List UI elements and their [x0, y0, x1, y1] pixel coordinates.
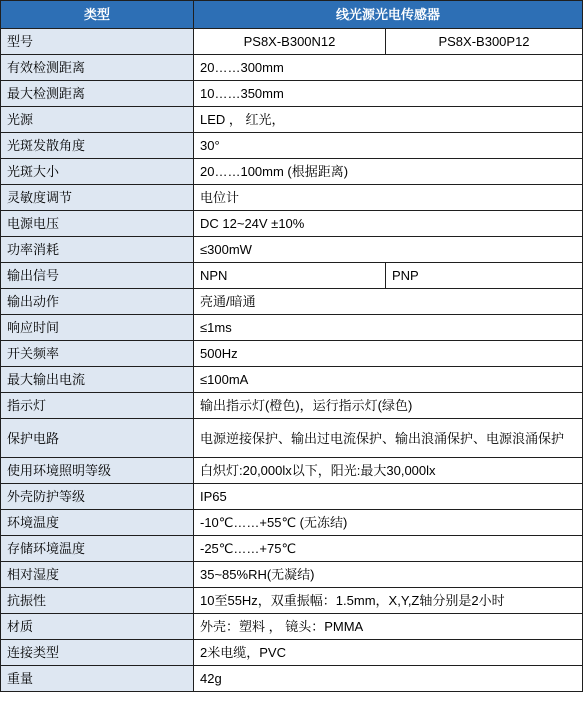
table-row — [1, 81, 583, 107]
row-label: 抗振性 — [1, 588, 194, 614]
row-value: ≤300mW — [194, 237, 583, 263]
row-value: 白炽灯:20,000lx以下，阳光:最大30,000lx — [194, 458, 583, 484]
header-product: 线光源光电传感器 — [194, 1, 583, 29]
row-label: 功率消耗 — [1, 237, 194, 263]
row-label: 材质 — [1, 614, 194, 640]
row-value: DC 12~24V ±10% — [194, 211, 583, 237]
row-value: 42g — [194, 666, 583, 692]
row-value: -25℃……+75℃ — [194, 536, 583, 562]
table-row — [1, 640, 583, 666]
row-value: IP65 — [194, 484, 583, 510]
row-label: 使用环境照明等级 — [1, 458, 194, 484]
table-row — [1, 341, 583, 367]
row-label: 环境温度 — [1, 510, 194, 536]
table-row — [1, 393, 583, 419]
row-label: 光斑发散角度 — [1, 133, 194, 159]
table-row — [1, 159, 583, 185]
row-value: ≤1ms — [194, 315, 583, 341]
row-value: -10℃……+55℃ (无冻结) — [194, 510, 583, 536]
row-label: 型号 — [1, 29, 194, 55]
row-label: 保护电路 — [1, 419, 194, 458]
row-label: 最大输出电流 — [1, 367, 194, 393]
table-row — [1, 614, 583, 640]
table-row — [1, 588, 583, 614]
table-row — [1, 237, 583, 263]
row-label: 最大检测距离 — [1, 81, 194, 107]
row-value: 35~85%RH(无凝结) — [194, 562, 583, 588]
row-value: 2米电缆，PVC — [194, 640, 583, 666]
row-label: 指示灯 — [1, 393, 194, 419]
table-row — [1, 315, 583, 341]
row-label: 响应时间 — [1, 315, 194, 341]
table-row — [1, 666, 583, 692]
table-row — [1, 55, 583, 81]
row-value: 10……350mm — [194, 81, 583, 107]
row-label: 灵敏度调节 — [1, 185, 194, 211]
row-label: 外壳防护等级 — [1, 484, 194, 510]
row-label: 光源 — [1, 107, 194, 133]
output-npn: NPN — [194, 263, 386, 289]
table-row — [1, 211, 583, 237]
table-row — [1, 562, 583, 588]
row-value: 外壳：塑料 ， 镜头：PMMA — [194, 614, 583, 640]
row-label: 存储环境温度 — [1, 536, 194, 562]
table-row — [1, 484, 583, 510]
table-row — [1, 510, 583, 536]
row-label: 开关频率 — [1, 341, 194, 367]
row-value: LED ， 红光， — [194, 107, 583, 133]
row-value: 500Hz — [194, 341, 583, 367]
row-value: 20……100mm (根据距离) — [194, 159, 583, 185]
row-value: 30° — [194, 133, 583, 159]
row-label: 重量 — [1, 666, 194, 692]
row-value: 亮通/暗通 — [194, 289, 583, 315]
table-row-model — [1, 29, 583, 55]
row-value: ≤100mA — [194, 367, 583, 393]
row-value: 20……300mm — [194, 55, 583, 81]
row-label: 有效检测距离 — [1, 55, 194, 81]
row-label: 连接类型 — [1, 640, 194, 666]
row-label: 电源电压 — [1, 211, 194, 237]
table-row — [1, 367, 583, 393]
header-type: 类型 — [1, 1, 194, 29]
table-row — [1, 185, 583, 211]
table-row-protection — [1, 419, 583, 458]
model-npn: PS8X-B300N12 — [194, 29, 386, 55]
table-header-row — [1, 1, 583, 29]
table-row — [1, 536, 583, 562]
row-value: 10至55Hz，双重振幅：1.5mm，X,Y,Z轴分别是2小时 — [194, 588, 583, 614]
row-value: 输出指示灯(橙色)，运行指示灯(绿色) — [194, 393, 583, 419]
row-label: 相对湿度 — [1, 562, 194, 588]
table-row-output-signal — [1, 263, 583, 289]
row-label: 输出信号 — [1, 263, 194, 289]
model-pnp: PS8X-B300P12 — [386, 29, 583, 55]
table-row — [1, 458, 583, 484]
table-row — [1, 133, 583, 159]
output-pnp: PNP — [386, 263, 583, 289]
table-row — [1, 107, 583, 133]
table-row — [1, 289, 583, 315]
row-value: 电位计 — [194, 185, 583, 211]
row-label: 输出动作 — [1, 289, 194, 315]
row-value: 电源逆接保护、输出过电流保护、输出浪涌保护、电源浪涌保护 — [194, 419, 583, 458]
row-label: 光斑大小 — [1, 159, 194, 185]
